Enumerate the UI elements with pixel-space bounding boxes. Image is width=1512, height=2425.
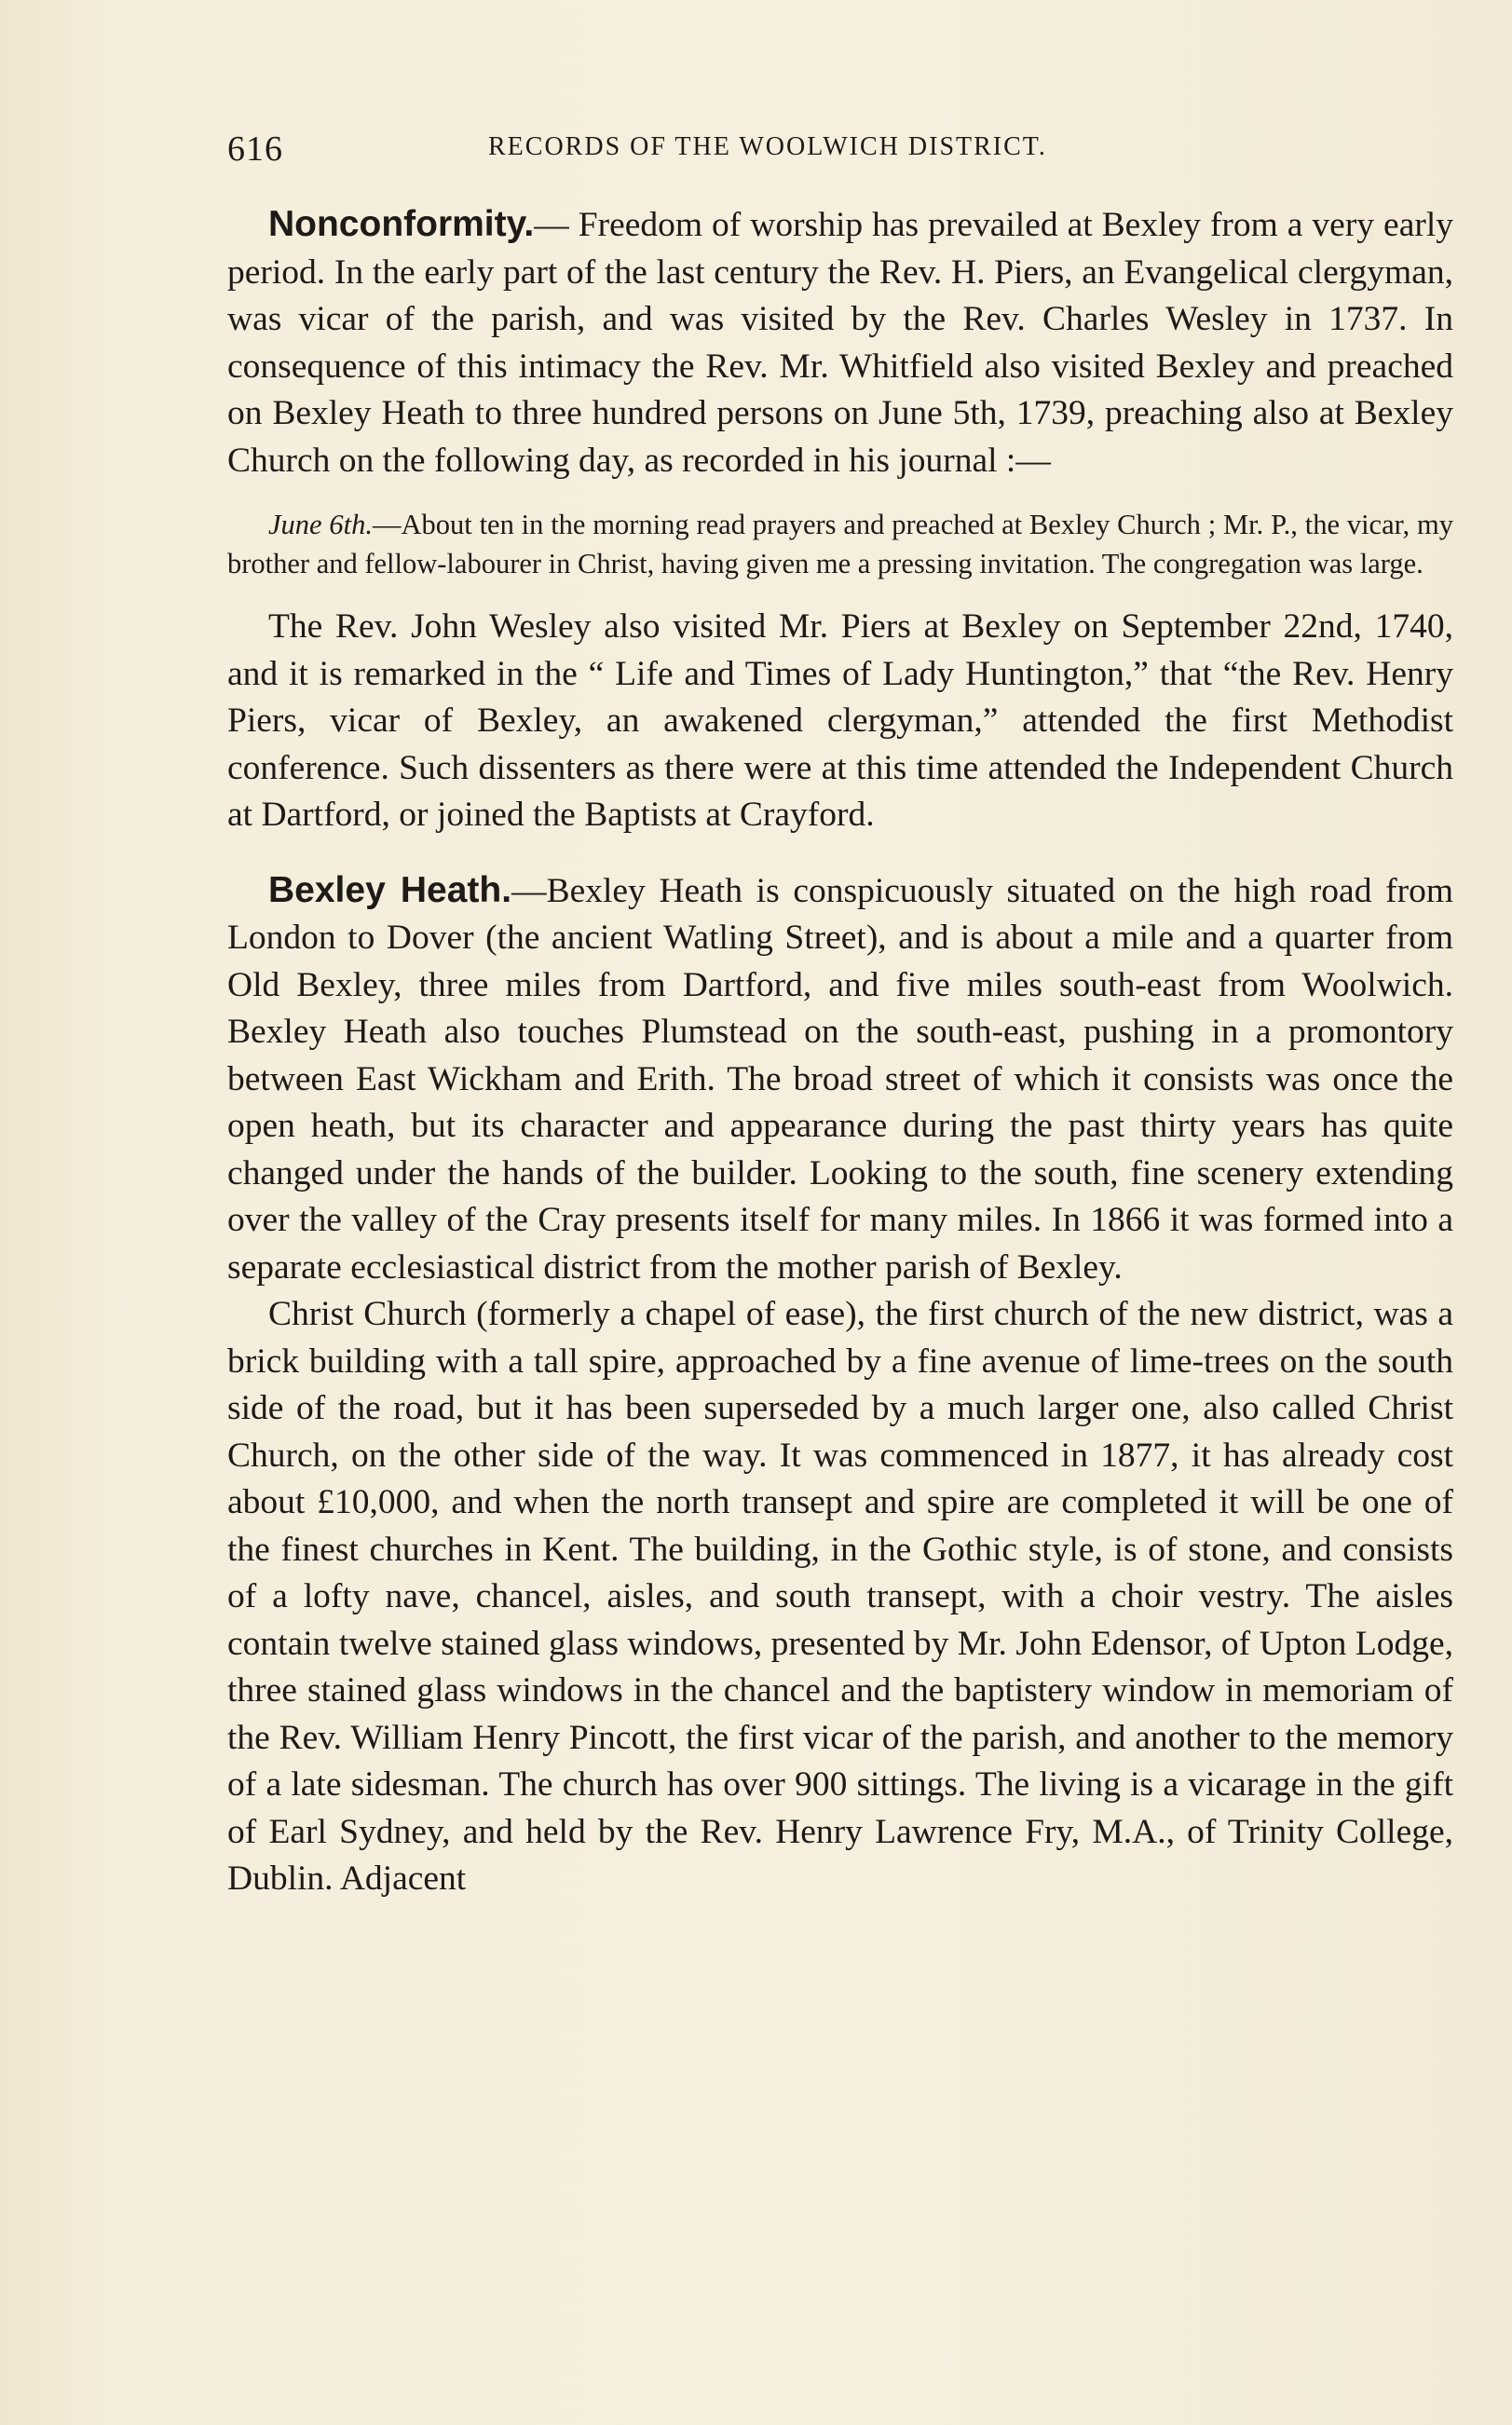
nonconformity-text: — Freedom of worship has prevailed at Bexley from a very early period. In the early part of the last century the Rev. H. Piers, an Evangelical clergyman, was vicar of the parish, and was visited by the Rev. Charles Wesley in 1737. In consequence of this intimacy the Rev. Mr. Whitfield also visited Bexley and preached on Bexley Heath to three hundred persons on June 5th, 1739, preaching also at Bexley Church on the following day, as recorded in his journal :—: [227, 206, 1453, 480]
quote-date: June 6th.: [268, 509, 373, 540]
christ-church-paragraph: Christ Church (formerly a chapel of ease), the first church of the new district, was a brick building with a tall spire, approached by a fine avenue of lime-trees on the south side of the road, but it has been superseded by a much larger one, also called Christ Church, on the other side of the way. It was commenced in 1877, it has already cost about £10,000, and when the north transept and spire are completed it will be one of the finest churches in Kent. The building, in the Gothic style, is of stone, and consists of a lofty nave, chancel, aisles, and south transept, with a choir vestry. The aisles contain twelve stained glass windows, presented by Mr. John Edensor, of Upton Lodge, three stained glass windows in the chancel and the baptistery window in memoriam of the Rev. William Henry Pincott, the first vicar of the parish, and another to the memory of a late sidesman. The church has over 900 sittings. The living is a vicarage in the gift of Earl Sydney, and held by the Rev. Henry Lawrence Fry, M.A., of Trinity College, Dublin. Adjacent: [227, 1295, 1453, 1898]
journal-quote: [227, 505, 1453, 583]
bexley-heath-heading: Bexley Heath.: [268, 869, 512, 910]
running-title: RECORDS OF THE WOOLWICH DISTRICT.: [488, 132, 1047, 161]
page-number: 616: [227, 129, 283, 169]
quote-text: —About ten in the morning read prayers and preached at Bexley Church ; Mr. P., the vicar, my brother and fellow-labourer in Christ, having given me a pressing invitation. The congregation was large.: [227, 509, 1453, 579]
body-text: [227, 201, 1453, 1903]
nonconformity-paragraph: [227, 201, 1453, 484]
wesley-paragraph: The Rev. John Wesley also visited Mr. Piers at Bexley on September 22nd, 1740, and it is remarked in the “ Life and Times of Lady Huntington,” that “the Rev. Henry Piers, vicar of Bexley, an awakened clergyman,” attended the first Methodist conference. Such dissenters as there were at this time attended the Independent Church at Dartford, or joined the Baptists at Crayford.: [227, 607, 1453, 834]
bexley-heath-text: —Bexley Heath is conspicuously situated on the high road from London to Dover (the ancient Watling Street), and is about a mile and a quarter from Old Bexley, three miles from Dartford, and five miles south-east from Woolwich. Bexley Heath also touches Plumstead on the south-east, pushing in a promontory between East Wickham and Erith. The broad street of which it consists was once the open heath, but its character and appearance during the past thirty years has quite changed under the hands of the builder. Looking to the south, fine scenery extending over the valley of the Cray presents itself for many miles. In 1866 it was formed into a separate ecclesiastical district from the mother parish of Bexley.: [227, 871, 1453, 1287]
bexley-heath-paragraph: [227, 867, 1453, 1292]
page-header: [227, 129, 1453, 175]
nonconformity-heading: Nonconformity.: [268, 204, 535, 244]
